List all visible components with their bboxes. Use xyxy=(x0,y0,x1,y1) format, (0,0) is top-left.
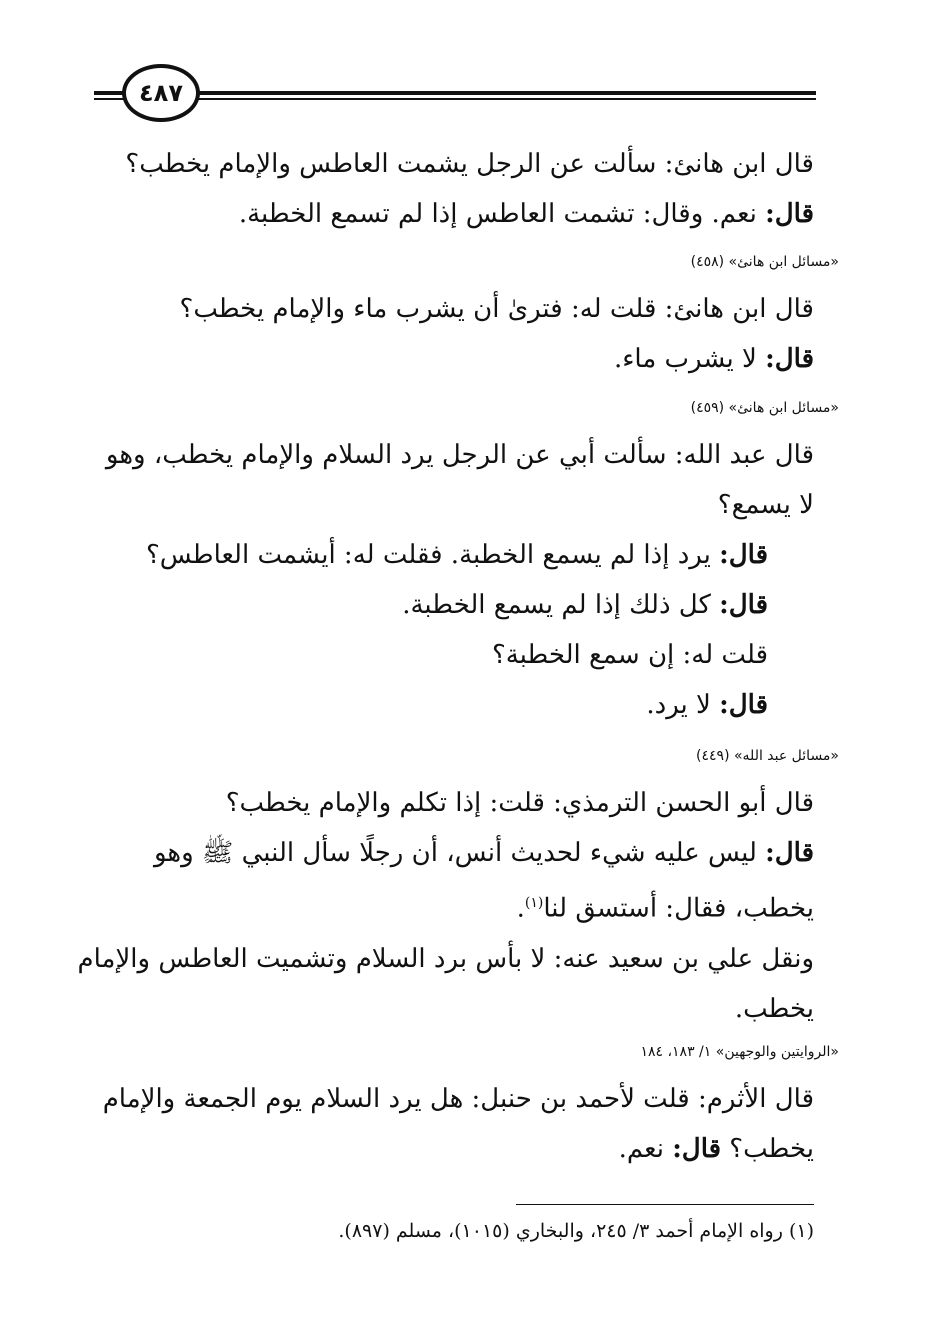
answer-label: قال: xyxy=(719,540,768,570)
header-rule-thin xyxy=(94,98,816,100)
footnote-marker: (١) xyxy=(524,895,544,911)
paragraph-text: يخطب، فقال: أستسق لنا xyxy=(543,893,814,924)
entry-3 xyxy=(106,430,814,530)
header-rule xyxy=(94,91,816,95)
question-line: قلت له: إن سمع الخطبة؟ xyxy=(491,640,768,670)
paragraph-text: يخطب؟ xyxy=(721,1134,814,1164)
source-citation: «مسائل ابن هانئ» (٤٥٨) xyxy=(690,254,839,270)
answer-label: قال: xyxy=(765,838,814,868)
page-number: ٤٨٧ xyxy=(122,64,200,122)
answer-label: قال: xyxy=(719,690,768,720)
answer-line xyxy=(146,680,768,730)
answer-line xyxy=(78,828,814,878)
answer-label: قال: xyxy=(765,344,814,374)
answer-label: قال: xyxy=(719,590,768,620)
answer-line xyxy=(125,189,814,239)
answer-line xyxy=(146,580,768,630)
punctuation: . xyxy=(516,893,525,924)
source-citation: «مسائل عبد الله» (٤٤٩) xyxy=(696,748,839,764)
answer-text: نعم. وقال: تشمت العاطس إذا لم تسمع الخطبة. xyxy=(238,199,766,229)
paragraph-line: قال أبو الحسن الترمذي: قلت: إذا تكلم والإمام يخطب؟ xyxy=(225,788,814,818)
entry-1 xyxy=(125,139,814,239)
footnote-rule xyxy=(516,1204,814,1205)
answer-label: قال: xyxy=(672,1134,722,1164)
entry-4 xyxy=(78,778,814,1034)
answer-text: نعم. xyxy=(618,1134,673,1164)
source-citation: «مسائل ابن هانئ» (٤٥٩) xyxy=(690,400,839,416)
answer-line xyxy=(146,530,768,580)
footnote: (١) رواه الإمام أحمد ٣/ ٢٤٥، والبخاري (١٠١٥)، مسلم (٨٩٧). xyxy=(338,1220,814,1242)
paragraph-line: ونقل علي بن سعيد عنه: لا بأس برد السلام وتشميت العاطس والإمام xyxy=(77,943,814,974)
paragraph-line: يخطب. xyxy=(734,993,814,1024)
answer-text: لا يرد. xyxy=(646,690,720,720)
answer-text: كل ذلك إذا لم يسمع الخطبة. xyxy=(402,590,720,620)
paragraph-line: لا يسمع؟ xyxy=(717,490,814,520)
entry-2 xyxy=(180,284,814,384)
paragraph-line: قال الأثرم: قلت لأحمد بن حنبل: هل يرد السلام يوم الجمعة والإمام xyxy=(102,1084,814,1114)
answer-text: ليس عليه شيء لحديث أنس، أن رجلًا سأل النبي ﷺ وهو xyxy=(153,838,766,868)
answer-text: لا يشرب ماء. xyxy=(613,344,766,374)
answer-label: قال: xyxy=(765,199,814,229)
answer-line xyxy=(103,1124,814,1174)
entry-3-answers xyxy=(146,530,768,730)
answer-text: يرد إذا لم يسمع الخطبة. فقلت له: أيشمت العاطس؟ xyxy=(145,540,720,570)
paragraph-line: قال ابن هانئ: قلت له: فترىٰ أن يشرب ماء والإمام يخطب؟ xyxy=(179,294,814,324)
paragraph-line: قال عبد الله: سألت أبي عن الرجل يرد السلام والإمام يخطب، وهو xyxy=(105,440,814,470)
paragraph-line xyxy=(78,878,814,934)
answer-line xyxy=(180,334,814,384)
paragraph-line: قال ابن هانئ: سألت عن الرجل يشمت العاطس والإمام يخطب؟ xyxy=(125,149,814,179)
entry-5 xyxy=(103,1074,814,1174)
source-citation: «الروايتين والوجهين» ١/ ١٨٣، ١٨٤ xyxy=(640,1044,839,1060)
